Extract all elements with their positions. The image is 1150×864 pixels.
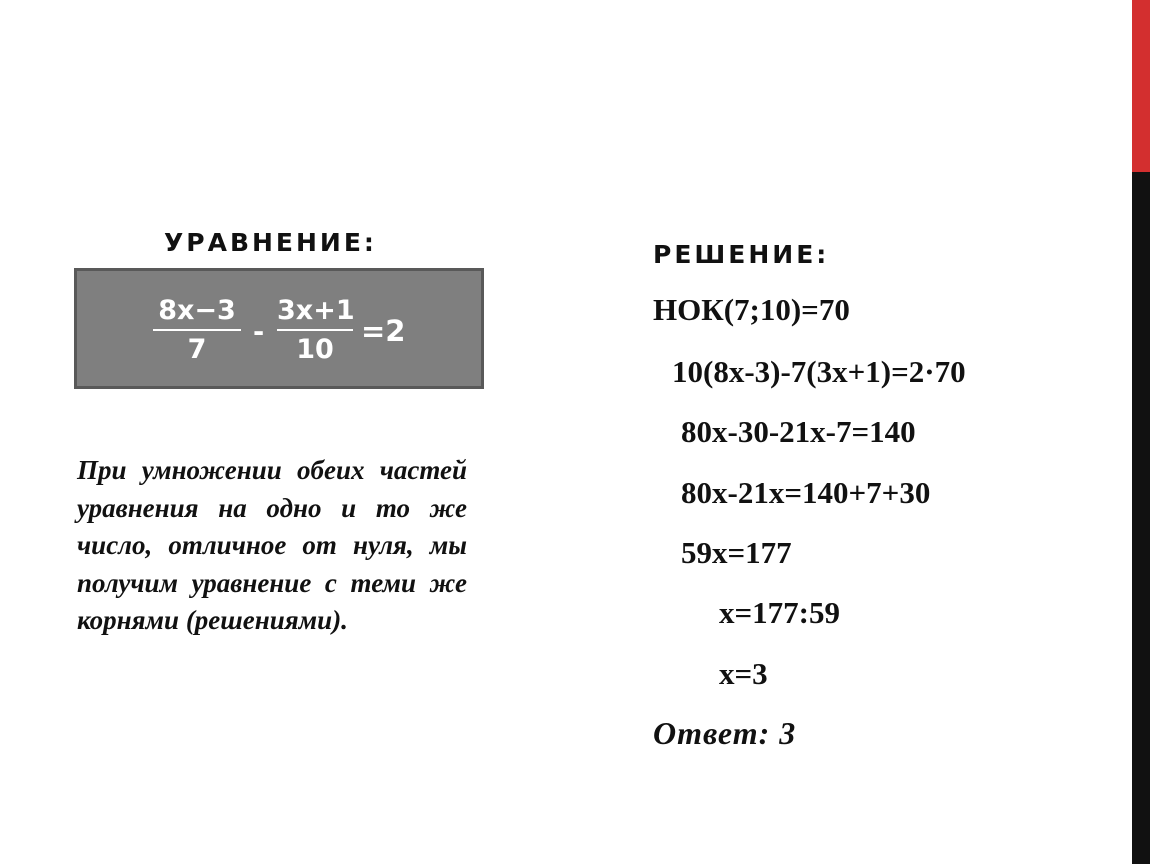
accent-bar-black — [1132, 172, 1150, 864]
fraction-2-numerator: 3x+1 — [277, 295, 355, 326]
accent-bar-red — [1132, 0, 1150, 172]
fraction-2-denominator: 10 — [296, 334, 334, 365]
solution-step-7: x=3 — [719, 656, 768, 691]
solution-step-6: x=177:59 — [719, 595, 840, 630]
answer: Ответ: 3 — [653, 715, 797, 751]
minus-sign: - — [253, 317, 265, 348]
solution-step-5: 59x=177 — [681, 535, 792, 570]
equation-rhs: =2 — [361, 314, 406, 348]
solution-heading: РЕШЕНИЕ: — [653, 240, 830, 269]
fraction-2 — [277, 296, 353, 365]
solution-step-2: 10(8x-3)-7(3x+1)=2·70 — [672, 354, 966, 389]
solution-step-3: 80x-30-21x-7=140 — [681, 414, 916, 449]
fraction-1-denominator: 7 — [187, 334, 207, 365]
equation-heading: УРАВНЕНИЕ: — [164, 228, 377, 257]
fraction-1-bar — [153, 329, 241, 331]
solution-step-4: 80x-21x=140+7+30 — [681, 475, 931, 510]
solution-step-1: НОК(7;10)=70 — [653, 292, 850, 327]
equation-box — [74, 268, 484, 389]
rule-text: При умножении обеих частей уравнения на одно и то же число, отличное от нуля, мы получим уравнение с теми же корнями (решениями). — [77, 455, 467, 635]
fraction-1-numerator: 8x−3 — [158, 295, 236, 326]
fraction-2-bar — [277, 329, 353, 331]
fraction-1 — [153, 296, 241, 365]
